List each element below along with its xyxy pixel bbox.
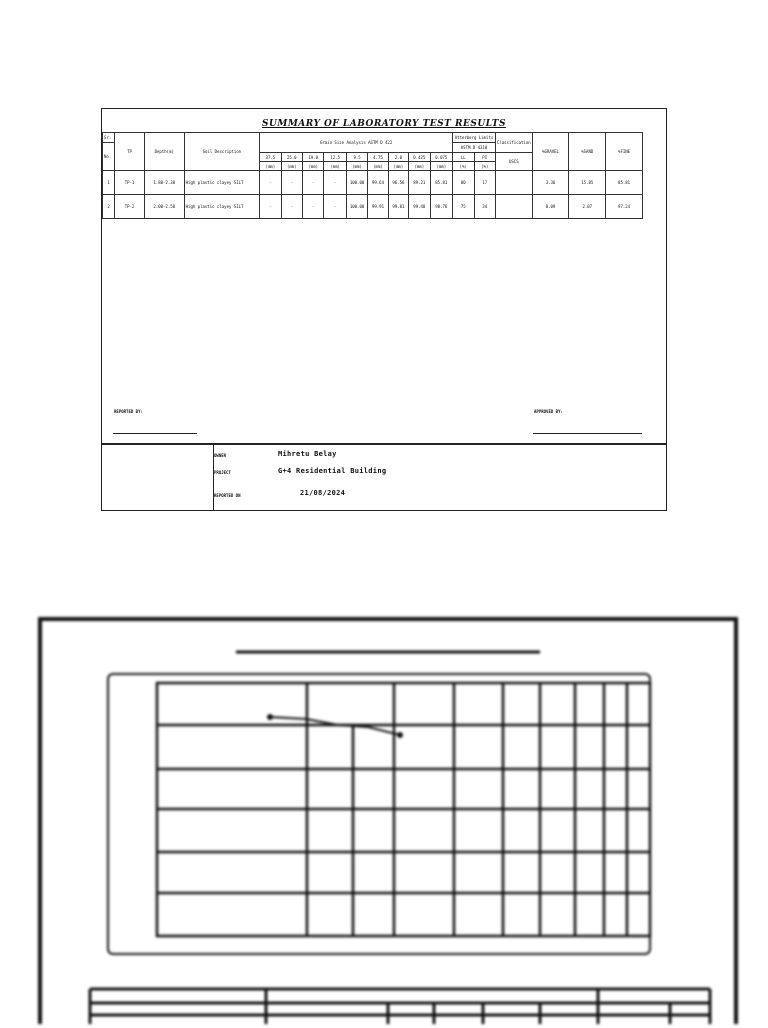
table-row xyxy=(103,195,643,219)
row-fine: 85.81 xyxy=(606,171,643,195)
reported-by-label: REPORTED BY: xyxy=(114,409,143,414)
pi-unit: (%) xyxy=(474,162,495,171)
header-tp: TP xyxy=(115,133,145,171)
sieve-size: 37.5 xyxy=(260,153,281,162)
row-ll: 80 xyxy=(453,171,474,195)
sieve-size: 4.75 xyxy=(368,153,388,162)
sieve-size: 25.0 xyxy=(281,153,302,162)
results-table xyxy=(102,132,643,219)
row-sieve: - xyxy=(302,195,323,219)
row-gravel: 3.36 xyxy=(532,171,569,195)
header-soil-description: Soil Description xyxy=(184,133,260,171)
row-sieve: - xyxy=(281,171,302,195)
row-sieve: 85.81 xyxy=(430,171,453,195)
sieve-unit: (mm) xyxy=(368,162,388,171)
header-depth: Depth(m) xyxy=(144,133,184,171)
report-sheet xyxy=(101,108,667,511)
row-sieve: 96.56 xyxy=(388,171,408,195)
sieve-unit: (mm) xyxy=(260,162,281,171)
row-soil: High plastic clayey SILT xyxy=(184,195,260,219)
sieve-unit: (mm) xyxy=(388,162,408,171)
reported-by-signature-line xyxy=(113,433,197,434)
header-sand: %SAND xyxy=(569,133,606,171)
header-no: No. xyxy=(103,143,115,171)
row-sr: 1 xyxy=(103,171,115,195)
header-ll: LL xyxy=(453,153,474,162)
row-sieve: 99.91 xyxy=(368,195,388,219)
row-fine: 97.24 xyxy=(606,195,643,219)
sieve-unit: (mm) xyxy=(302,162,323,171)
row-sieve: 99.40 xyxy=(409,195,430,219)
row-sieve: - xyxy=(324,195,346,219)
row-uscs xyxy=(495,195,532,219)
sieve-unit: (mm) xyxy=(346,162,367,171)
row-sieve: 100.00 xyxy=(346,171,367,195)
footer-divider xyxy=(102,443,666,445)
row-sieve: 99.81 xyxy=(388,195,408,219)
reported-on-label: REPORTED ON xyxy=(214,493,241,498)
sieve-size: 12.5 xyxy=(324,153,346,162)
owner-value: Mihretu Belay xyxy=(278,450,337,458)
row-sieve: - xyxy=(324,171,346,195)
row-tp: TP-2 xyxy=(115,195,145,219)
row-sieve: 89.21 xyxy=(409,171,430,195)
sieve-size: 19.0 xyxy=(302,153,323,162)
row-sieve: - xyxy=(260,171,281,195)
row-sieve: - xyxy=(281,195,302,219)
row-sieve: 98.76 xyxy=(430,195,453,219)
sieve-size: 0.425 xyxy=(409,153,430,162)
sieve-unit: (mm) xyxy=(281,162,302,171)
row-sieve: 99.64 xyxy=(368,171,388,195)
header-atterberg: Atterberg Limits xyxy=(453,133,496,143)
row-sieve: - xyxy=(260,195,281,219)
row-tp: TP-1 xyxy=(115,171,145,195)
project-value: G+4 Residential Building xyxy=(278,467,387,475)
header-gravel: %GRAVEL xyxy=(532,133,569,171)
magnified-preview xyxy=(38,617,738,1024)
sieve-size: 0.075 xyxy=(430,153,453,162)
sieve-size: 2.0 xyxy=(388,153,408,162)
row-soil: High plastic clayey SILT xyxy=(184,171,260,195)
header-classification: Classification xyxy=(495,133,532,153)
owner-label: OWNER xyxy=(214,453,227,458)
project-label: PROJECT xyxy=(214,470,231,475)
magnified-preview-drawing xyxy=(38,617,738,1024)
approved-by-label: APPROVED BY: xyxy=(534,409,563,414)
row-gravel: 0.09 xyxy=(532,195,569,219)
row-pi: 17 xyxy=(474,171,495,195)
header-uscs: USCS xyxy=(495,153,532,171)
row-sieve: 100.00 xyxy=(346,195,367,219)
header-fine: %FINE xyxy=(606,133,643,171)
reported-on-value: 21/08/2024 xyxy=(300,489,346,497)
report-title: SUMMARY OF LABORATORY TEST RESULTS xyxy=(262,119,506,129)
sieve-unit: (mm) xyxy=(409,162,430,171)
row-pi: 34 xyxy=(474,195,495,219)
header-atterberg-standard: ASTM D 4318 xyxy=(453,143,496,153)
row-sand: 15.85 xyxy=(569,171,606,195)
ll-unit: (%) xyxy=(453,162,474,171)
row-sand: 2.07 xyxy=(569,195,606,219)
header-pi: PI xyxy=(474,153,495,162)
sieve-unit: (mm) xyxy=(324,162,346,171)
row-sieve: - xyxy=(302,171,323,195)
row-depth: 2.00-2.50 xyxy=(144,195,184,219)
approved-by-signature-line xyxy=(533,433,642,434)
header-grain-size: Grain Size Analysis ASTM D 422 xyxy=(260,133,453,153)
row-depth: 1.80-2.38 xyxy=(144,171,184,195)
row-ll: 75 xyxy=(453,195,474,219)
sieve-size: 9.5 xyxy=(346,153,367,162)
table-row xyxy=(103,171,643,195)
row-uscs xyxy=(495,171,532,195)
row-sr: 2 xyxy=(103,195,115,219)
header-sr: Sr. xyxy=(103,133,115,143)
sieve-unit: (mm) xyxy=(430,162,453,171)
